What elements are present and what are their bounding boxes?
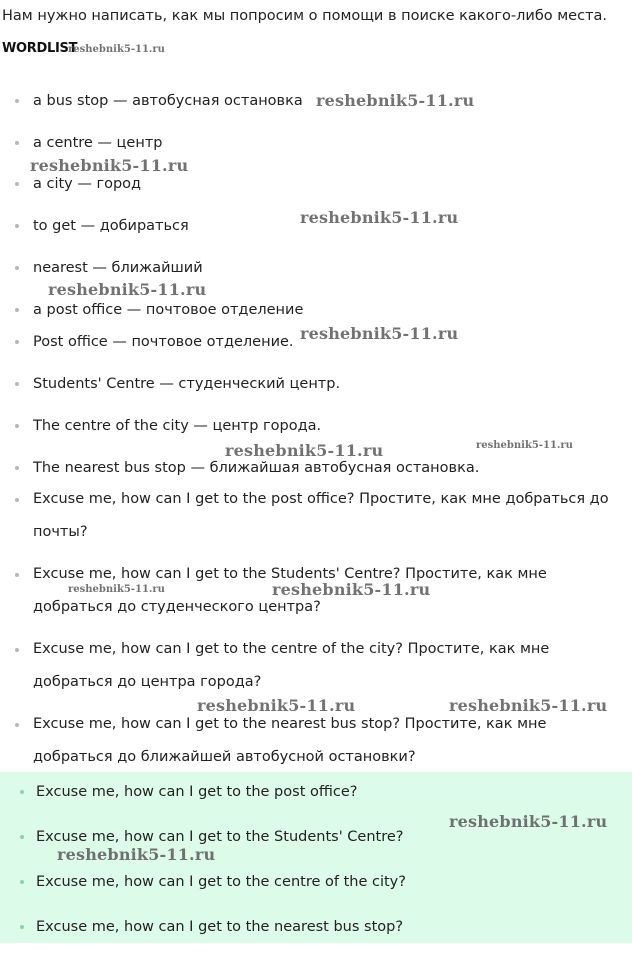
watermark: reshebnik5-11.ru [225, 441, 384, 460]
watermark: reshebnik5-11.ru [30, 156, 189, 175]
watermark: reshebnik5-11.ru [57, 845, 216, 864]
bullet-icon [15, 573, 19, 577]
page: Нам нужно написать, как мы попросим о помощи в поиске какого-либо места. WORDLIST a bus stop — автобусная остановка a centre — центр a city — город to get — добираться nearest — ближайший a post office — почтовое отделение Post office — почтовое отделение. Students' Centre — студенческий центр. The centre of the city — центр города. The nearest bus stop — ближайшая автобусная остановка. Excuse me, how can I get to the post office? Простите, как мне добраться до почты? Excuse me, how can I get to the Students' Centre? Простите, как мне добраться до студенческого центра? Excuse me, how can I get to the centre of the city? Простите, как мне добраться до центра города? Excuse me, how can I get to the nearest bus stop? Простите, как мне добраться до ближайшей автобусной остановки? Excuse me, how can I get to the post office? Excuse me, how can I get to the Students' Centre? Excuse me, how can I get to the centre of the city? Excuse me, how can I get to the nearest bus stop? reshebnik5-11.ru reshebnik5-11.ru reshebnik5-11.ru reshebnik5-11.ru reshebnik5-11.ru reshebnik5-11.ru reshebnik5-11.ru reshebnik5-11.ru reshebnik5-11.ru reshebnik5-11.ru reshebnik5-11.ru reshebnik5-11.ru reshebnik5-11.ru reshebnik5-11.ru [0, 0, 632, 976]
intro-text: Нам нужно написать, как мы попросим о помощи в поиске какого-либо места. [2, 8, 608, 24]
bullet-icon [15, 466, 19, 470]
bullet-icon [20, 835, 24, 839]
bullet-icon [20, 880, 24, 884]
watermark: reshebnik5-11.ru [68, 44, 165, 55]
watermark: reshebnik5-11.ru [449, 812, 608, 831]
bullet-icon [15, 424, 19, 428]
watermark: reshebnik5-11.ru [316, 91, 475, 110]
watermark: reshebnik5-11.ru [300, 208, 459, 227]
bullet-icon [15, 99, 19, 103]
watermark: reshebnik5-11.ru [272, 580, 431, 599]
bullet-icon [15, 340, 19, 344]
bullet-icon [15, 266, 19, 270]
bullet-icon [15, 382, 19, 386]
watermark: reshebnik5-11.ru [300, 324, 459, 343]
watermark: reshebnik5-11.ru [48, 280, 207, 299]
bullet-icon [15, 648, 19, 652]
watermark: reshebnik5-11.ru [68, 584, 165, 595]
bullet-icon [20, 790, 24, 794]
wordlist-heading: WORDLIST [2, 41, 78, 56]
bullet-icon [15, 723, 19, 727]
watermark: reshebnik5-11.ru [449, 696, 608, 715]
bullet-icon [20, 925, 24, 929]
bullet-icon [15, 182, 19, 186]
watermark: reshebnik5-11.ru [197, 696, 356, 715]
watermark: reshebnik5-11.ru [476, 440, 573, 451]
bullet-icon [15, 141, 19, 145]
bullet-icon [15, 224, 19, 228]
bullet-icon [15, 308, 19, 312]
bullet-icon [15, 498, 19, 502]
